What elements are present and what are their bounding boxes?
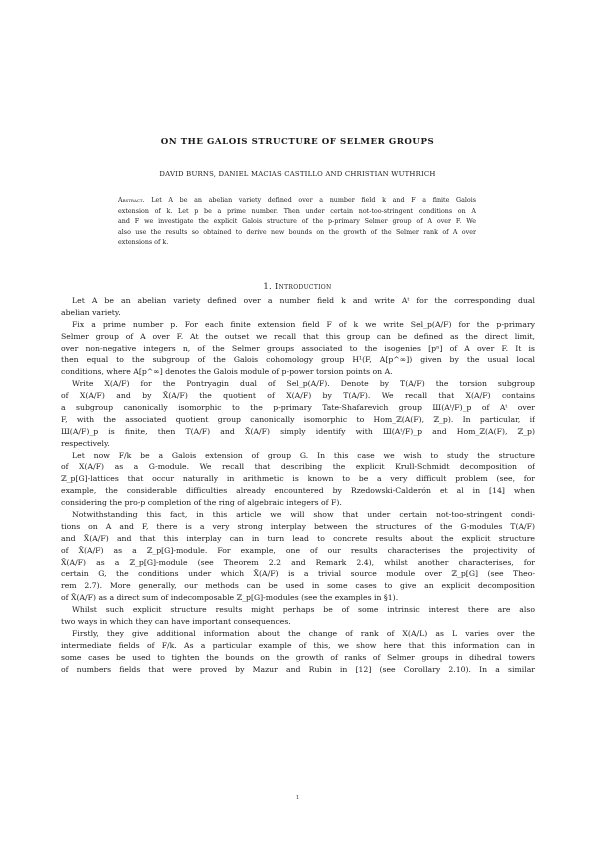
- text-line: over non-negative integers n, of the Selmer groups associated to the isogenies [pⁿ] of A over F. It is: [61, 343, 535, 353]
- text-line: considering the pro-p completion of the ring of algebraic integers of F).: [61, 498, 342, 508]
- text-line: Fix a prime number p. For each finite extension field F of k we write Sel_p(A/F) for the p-primary: [72, 319, 535, 329]
- text-line: and X̄(A/F) and that this interplay can in turn lead to concrete results about the explicit structure: [61, 533, 535, 543]
- text-line: rem 2.7). More generally, our methods can be used in some cases to give an explicit decomposition: [61, 581, 535, 591]
- section-title: Introduction: [274, 281, 332, 291]
- body-text: [61, 295, 535, 676]
- paper-title: ON THE GALOIS STRUCTURE OF SELMER GROUPS: [160, 137, 435, 147]
- text-line: a subgroup canonically isomorphic to the p-primary Tate-Shafarevich group Ш(Aᵗ/F)_p of Aᵗ over: [61, 403, 535, 413]
- abstract-line: extensions of k.: [118, 239, 169, 247]
- text-line: tions on A and F, there is a very strong interplay between the structures of the G-modules T(A/F): [61, 521, 535, 531]
- text-line: Whilst such explicit structure results might perhaps be of some intrinsic interest there are also: [72, 605, 535, 615]
- text-line: Let now F/k be a Galois extension of group G. In this case we wish to study the structure: [72, 450, 535, 460]
- text-line: example, the considerable difficulties already encountered by Rzedowski-Calderón et al in [14] when: [61, 486, 535, 496]
- abstract-text: Let A be an abelian variety defined over a number field k and F a finite Galois: [144, 197, 476, 204]
- text-line: Firstly, they give additional information about the change of rank of X(A/L) as L varies over the: [72, 628, 535, 638]
- text-line: respectively.: [61, 438, 110, 448]
- text-line: ℤ_p[G]-lattices that occur naturally in arithmetic is known to be a very difficult problem (see, for: [61, 474, 535, 484]
- text-line: Selmer group of A over F. At the outset we recall that this group can be defined as the direct limit,: [61, 331, 535, 341]
- text-line: of X(A/F) and by X̄(A/F) the quotient of X(A/F) by T(A/F). We recall that X(A/F) contains: [61, 391, 535, 401]
- text-line: Notwithstanding this fact, in this article we will show that under certain not-too-stringent condi-: [72, 510, 535, 520]
- text-line: certain G, the conditions under which X̄(A/F) is a trivial source module over ℤ_p[G] (see Theo-: [61, 569, 535, 579]
- page-number: 1: [295, 795, 300, 801]
- abstract: [118, 196, 476, 249]
- text-line: X̄(A/F) as a ℤ_p[G]-module (see Theorem 2.2 and Remark 2.4), whilst another characterises, for: [61, 557, 535, 567]
- text-line: Ш(A/F)_p is finite, then T(A/F) and X̄(A/F) simply identify with Ш(Aᵗ/F)_p and Hom_ℤ(A(F), ℤ_p): [61, 426, 535, 436]
- text-line: conditions, where A[p^∞] denotes the Galois module of p-power torsion points on A.: [61, 367, 393, 377]
- abstract-line: [118, 196, 476, 207]
- author-list: DAVID BURNS, DANIEL MACIAS CASTILLO AND CHRISTIAN WUTHRICH: [159, 170, 436, 178]
- text-line: Let A be an abelian variety defined over a number field k and write Aᵗ for the corresponding dual: [72, 296, 535, 305]
- text-line: then equal to the subgroup of the Galois cohomology group H¹(F, A[p^∞]) given by the usual local: [61, 355, 535, 365]
- section-heading: [0, 281, 595, 291]
- abstract-label: Abstract.: [118, 197, 145, 204]
- text-line: two ways in which they can have important consequences.: [61, 617, 291, 627]
- text-line: abelian variety.: [61, 307, 121, 317]
- text-line: of X̄(A/F) as a ℤ_p[G]-module. For example, one of our results characterises the projectivity of: [61, 545, 535, 555]
- text-line: of numbers fields that were proved by Mazur and Rubin in [12] (see Corollary 2.10). In a similar: [61, 664, 535, 674]
- text-line: intermediate fields of F/k. As a particular example of this, we show here that this information can in: [61, 640, 535, 650]
- text-line: of X̄(A/F) as a direct sum of indecomposable ℤ_p[G]-modules (see the examples in §1).: [61, 593, 399, 603]
- abstract-line: and F we investigate the explicit Galois structure of the p-primary Selmer group of A over F. We: [118, 218, 476, 226]
- section-number: 1.: [263, 281, 275, 291]
- text-line: some cases be used to tighten the bounds on the growth of ranks of Selmer groups in dihedral towers: [61, 652, 535, 662]
- abstract-line: extension of k. Let p be a prime number. Then under certain not-too-stringent conditions on A: [118, 207, 476, 215]
- text-line: F, with the associated quotient group canonically isomorphic to Hom_ℤ(A(F), ℤ_p). In particular, if: [61, 414, 535, 424]
- text-line: of X(A/F) as a G-module. We recall that describing the explicit Krull-Schmidt decomposition of: [61, 462, 535, 472]
- abstract-line: also use the results so obtained to derive new bounds on the growth of the Selmer rank of A over: [118, 228, 476, 236]
- text-line: Write X(A/F) for the Pontryagin dual of Sel_p(A/F). Denote by T(A/F) the torsion subgroup: [72, 379, 535, 389]
